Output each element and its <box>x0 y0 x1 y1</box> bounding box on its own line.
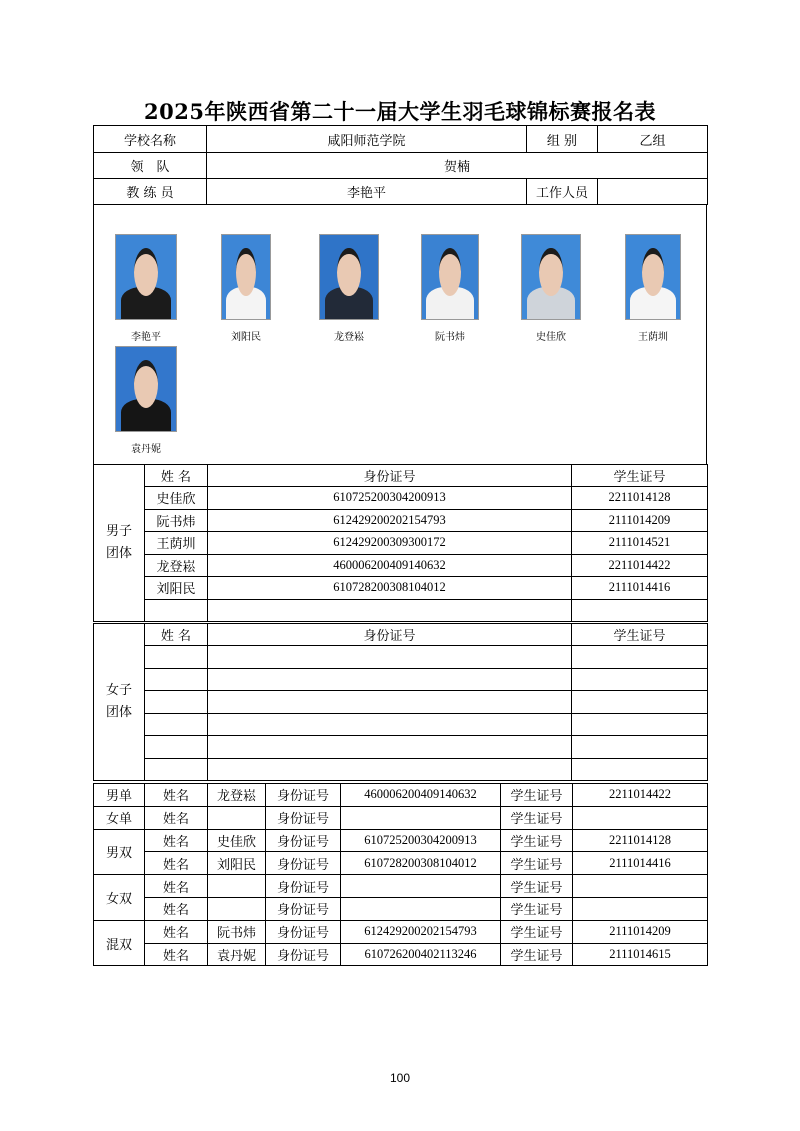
event-label: 男双 <box>94 829 145 875</box>
team-label <box>94 465 145 622</box>
page-number: 100 <box>389 1071 411 1085</box>
member-id <box>208 736 572 759</box>
id-label: 身份证号 <box>266 784 341 807</box>
table-row <box>94 897 708 920</box>
table-row <box>94 875 708 898</box>
column-header: 学生证号 <box>572 465 708 487</box>
player-name: 阮书炜 <box>208 920 266 943</box>
member-name <box>145 736 208 759</box>
table-row <box>94 943 708 966</box>
member-photo-name: 王荫圳 <box>638 332 668 343</box>
leader-value: 贺楠 <box>207 153 708 179</box>
student-label: 学生证号 <box>501 897 573 920</box>
member-name <box>145 646 208 669</box>
member-student-id <box>572 668 708 691</box>
name-label: 姓名 <box>145 806 208 829</box>
member-id: 610725200304200913 <box>208 487 572 510</box>
photo-area <box>93 204 707 464</box>
column-header: 身份证号 <box>208 465 572 487</box>
id-label: 身份证号 <box>266 875 341 898</box>
id-label: 身份证号 <box>266 897 341 920</box>
column-header: 学生证号 <box>572 624 708 646</box>
member-photo-card <box>511 234 591 343</box>
member-student-id: 2111014209 <box>572 509 708 532</box>
name-label: 姓名 <box>145 897 208 920</box>
member-name <box>145 758 208 781</box>
photo-head-shape <box>337 248 360 296</box>
member-student-id <box>572 599 708 622</box>
staff-label: 工作人员 <box>527 179 598 205</box>
member-student-id: 2211014128 <box>572 487 708 510</box>
team-label <box>94 624 145 781</box>
member-id <box>208 599 572 622</box>
coach-label: 教 练 员 <box>94 179 207 205</box>
member-id <box>208 758 572 781</box>
student-label: 学生证号 <box>501 806 573 829</box>
member-student-id: 2111014416 <box>572 577 708 600</box>
table-row <box>94 920 708 943</box>
staff-value <box>598 179 708 205</box>
table-row <box>94 532 708 555</box>
event-label: 男单 <box>94 784 145 807</box>
id-label: 身份证号 <box>266 943 341 966</box>
member-photo <box>421 234 479 320</box>
player-id: 610726200402113246 <box>341 943 501 966</box>
player-student-id <box>573 875 708 898</box>
event-label: 女双 <box>94 875 145 921</box>
member-id <box>208 646 572 669</box>
name-label: 姓名 <box>145 875 208 898</box>
player-student-id: 2211014422 <box>573 784 708 807</box>
event-label: 女单 <box>94 806 145 829</box>
member-photo-name: 史佳欣 <box>536 332 566 343</box>
table-row <box>94 736 708 759</box>
member-photo-name: 阮书炜 <box>435 332 465 343</box>
group-value: 乙组 <box>598 126 708 153</box>
member-photo <box>625 234 681 320</box>
member-photo <box>521 234 581 320</box>
player-id: 612429200202154793 <box>341 920 501 943</box>
form-title: 2025年陕西省第二十一届大学生羽毛球锦标赛报名表 <box>144 99 656 124</box>
table-row <box>94 487 708 510</box>
leader-label: 领 队 <box>94 153 207 179</box>
member-photo <box>221 234 271 320</box>
member-id: 460006200409140632 <box>208 554 572 577</box>
women-team-table <box>93 623 708 781</box>
table-row <box>94 806 708 829</box>
member-name: 阮书炜 <box>145 509 208 532</box>
id-label: 身份证号 <box>266 852 341 875</box>
member-name <box>145 713 208 736</box>
member-name <box>145 668 208 691</box>
player-id: 610725200304200913 <box>341 829 501 852</box>
table-row <box>94 599 708 622</box>
member-photo-card <box>106 346 186 455</box>
header-table <box>93 125 708 205</box>
player-id <box>341 875 501 898</box>
table-row <box>94 758 708 781</box>
table-row <box>94 577 708 600</box>
events-table <box>93 783 708 966</box>
member-student-id <box>572 691 708 714</box>
men-team-table <box>93 464 708 622</box>
member-name: 王荫圳 <box>145 532 208 555</box>
column-header: 姓 名 <box>145 624 208 646</box>
table-row <box>94 829 708 852</box>
member-photo-name: 袁丹妮 <box>131 444 161 455</box>
student-label: 学生证号 <box>501 875 573 898</box>
player-name: 史佳欣 <box>208 829 266 852</box>
member-id: 610728200308104012 <box>208 577 572 600</box>
member-name: 龙登崧 <box>145 554 208 577</box>
player-name: 龙登崧 <box>208 784 266 807</box>
member-name <box>145 599 208 622</box>
member-photo-card <box>410 234 490 343</box>
id-label: 身份证号 <box>266 806 341 829</box>
table-row <box>94 713 708 736</box>
id-label: 身份证号 <box>266 829 341 852</box>
player-id: 610728200308104012 <box>341 852 501 875</box>
student-label: 学生证号 <box>501 784 573 807</box>
name-label: 姓名 <box>145 943 208 966</box>
member-photo-card <box>613 234 693 343</box>
member-student-id <box>572 646 708 669</box>
school-value: 咸阳师范学院 <box>207 126 527 153</box>
table-row <box>94 852 708 875</box>
member-id <box>208 691 572 714</box>
member-photo <box>319 234 379 320</box>
player-name <box>208 875 266 898</box>
student-label: 学生证号 <box>501 920 573 943</box>
student-label: 学生证号 <box>501 852 573 875</box>
player-student-id: 2111014209 <box>573 920 708 943</box>
table-row <box>94 784 708 807</box>
student-label: 学生证号 <box>501 943 573 966</box>
player-student-id <box>573 806 708 829</box>
coach-value: 李艳平 <box>207 179 527 205</box>
team-label-line: 团体 <box>105 546 132 561</box>
member-id <box>208 668 572 691</box>
table-row <box>94 668 708 691</box>
event-label: 混双 <box>94 920 145 966</box>
photo-head-shape <box>642 248 664 296</box>
table-row <box>94 691 708 714</box>
table-row <box>94 554 708 577</box>
team-label-line: 团体 <box>105 705 132 720</box>
member-photo <box>115 346 177 432</box>
member-photo-name: 刘阳民 <box>231 332 261 343</box>
member-photo-card <box>206 234 286 343</box>
player-id <box>341 806 501 829</box>
player-id <box>341 897 501 920</box>
column-header: 身份证号 <box>208 624 572 646</box>
school-label: 学校名称 <box>94 126 207 153</box>
column-header: 姓 名 <box>145 465 208 487</box>
member-name: 史佳欣 <box>145 487 208 510</box>
name-label: 姓名 <box>145 784 208 807</box>
team-label-line: 女子 <box>105 683 132 698</box>
member-photo-name: 龙登崧 <box>334 332 364 343</box>
player-name: 刘阳民 <box>208 852 266 875</box>
player-student-id: 2211014128 <box>573 829 708 852</box>
player-name <box>208 806 266 829</box>
member-student-id <box>572 713 708 736</box>
player-student-id: 2111014416 <box>573 852 708 875</box>
player-id: 460006200409140632 <box>341 784 501 807</box>
table-row <box>94 646 708 669</box>
member-photo-name: 李艳平 <box>131 332 161 343</box>
member-student-id: 2111014521 <box>572 532 708 555</box>
member-student-id <box>572 736 708 759</box>
member-student-id <box>572 758 708 781</box>
member-student-id: 2211014422 <box>572 554 708 577</box>
team-label-line: 男子 <box>105 524 132 539</box>
group-label: 组 别 <box>527 126 598 153</box>
member-name: 刘阳民 <box>145 577 208 600</box>
photo-head-shape <box>236 248 255 296</box>
player-name <box>208 897 266 920</box>
id-label: 身份证号 <box>266 920 341 943</box>
table-row <box>94 509 708 532</box>
player-student-id <box>573 897 708 920</box>
student-label: 学生证号 <box>501 829 573 852</box>
photo-head-shape <box>539 248 562 296</box>
member-photo <box>115 234 177 320</box>
member-photo-card <box>309 234 389 343</box>
member-name <box>145 691 208 714</box>
member-id <box>208 713 572 736</box>
player-name: 袁丹妮 <box>208 943 266 966</box>
name-label: 姓名 <box>145 920 208 943</box>
member-id: 612429200202154793 <box>208 509 572 532</box>
player-student-id: 2111014615 <box>573 943 708 966</box>
member-photo-card <box>106 234 186 343</box>
name-label: 姓名 <box>145 829 208 852</box>
name-label: 姓名 <box>145 852 208 875</box>
member-id: 612429200309300172 <box>208 532 572 555</box>
